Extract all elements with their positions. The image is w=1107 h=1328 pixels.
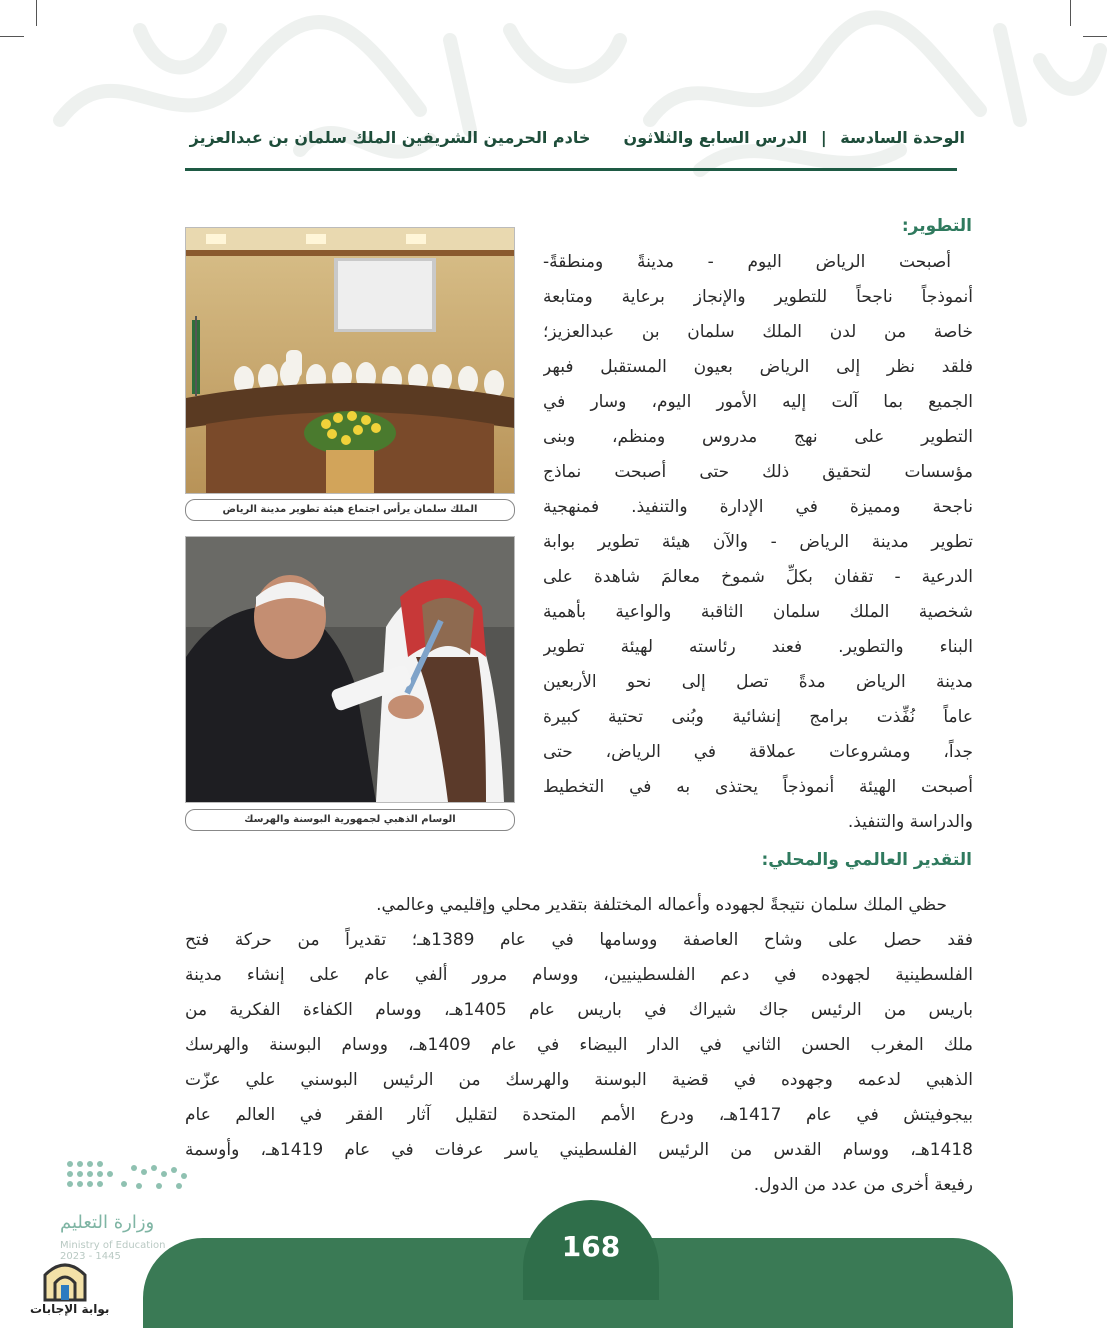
crop-mark <box>1070 0 1071 26</box>
paragraph-line: تطوير مدينة الرياض - والآن هيئة تطوير بوابة <box>543 532 973 552</box>
paragraph-line: أصبحت الهيئة أنموذجاً يحتذى به في التخطيط <box>543 777 973 797</box>
section-heading-recognition: التقدير العالمي والمحلي: <box>761 850 972 870</box>
recognition-paragraph <box>185 888 973 1203</box>
paragraph-line: خاصة من لدن الملك سلمان بن عبدالعزيز؛ <box>543 322 973 342</box>
unit-label: الوحدة السادسة <box>840 128 965 147</box>
paragraph-line: أصبحت الرياض اليوم - مدينةً ومنطقةً- <box>543 252 951 272</box>
paragraph-line: الدرعية - تقفان بكلِّ شموخ معالمَ شاهدة على <box>543 567 973 587</box>
ministry-sub-en: Ministry of Education <box>60 1240 166 1251</box>
ministry-logo-icon <box>64 1158 194 1194</box>
paragraph-line: والدراسة والتنفيذ. <box>847 812 973 832</box>
paragraph-line: الجميع بما آلت إليه الأمور اليوم، وسار في <box>543 392 973 412</box>
ministry-name: وزارة التعليم <box>60 1212 155 1233</box>
page-header <box>185 128 965 164</box>
paragraph-line: حظي الملك سلمان نتيجةً لجهوده وأعماله المختلفة بتقدير محلي وإقليمي وعالمي. <box>376 895 947 915</box>
figure-caption: الوسام الذهبي لجمهورية البوسنة والهرسك <box>185 809 515 831</box>
paragraph-line: ملك المغرب الحسن الثاني في الدار البيضاء في عام 1409هـ، ووسام البوسنة والهرسك <box>185 1035 973 1055</box>
crop-mark <box>36 0 37 26</box>
paragraph-line: باريس من الرئيس جاك شيراك في باريس عام 1405هـ، ووسام الكفاءة الفكرية من <box>185 1000 973 1020</box>
watermark-label: بوابة الإجابات <box>30 1302 110 1316</box>
paragraph-line: مدينة الرياض مدةً تصل إلى نحو الأربعين <box>543 672 973 692</box>
development-paragraph <box>543 245 973 840</box>
crop-mark <box>1083 36 1107 37</box>
paragraph-line: 1418هـ، ووسام القدس من الرئيس الفلسطيني ياسر عرفات في عام 1419هـ، وأوسمة <box>185 1140 973 1160</box>
paragraph-line: جداً، ومشروعات عملاقة في الرياض، حتى <box>543 742 973 762</box>
paragraph-line: البناء والتطوير. فعند رئاسته لهيئة تطوير <box>543 637 973 657</box>
crop-mark <box>0 36 24 37</box>
paragraph-line: بيجوفيتش في عام 1417هـ، ودرع الأمم المتحدة لتقليل آثار الفقر في العالم عام <box>185 1105 973 1125</box>
header-divider <box>185 168 957 171</box>
ministry-year: 2023 - 1445 <box>60 1251 121 1262</box>
paragraph-line: ناجحة ومميزة في الإدارة والتنفيذ. فمنهجية <box>543 497 973 517</box>
section-heading-development: التطوير: <box>901 216 972 236</box>
paragraph-line: التطوير على نهج مدروس ومنظم، وبنى <box>543 427 973 447</box>
meeting-photo <box>185 227 515 494</box>
paragraph-line: أنموذجاً ناجحاً للتطوير والإنجاز برعاية ومتابعة <box>543 287 973 307</box>
page-number: 168 <box>561 1230 621 1263</box>
paragraph-line: الذهبي لدعمه وجهوده في قضية البوسنة والهرسك من الرئيس البوسني علي عزّت <box>185 1070 973 1090</box>
lesson-title: خادم الحرمين الشريفين الملك سلمان بن عبدالعزيز <box>189 128 591 147</box>
paragraph-line: رفيعة أخرى من عدد من الدول. <box>753 1175 973 1195</box>
paragraph-line: مؤسسات لتحقيق ذلك حتى أصبحت نماذج <box>543 462 973 482</box>
paragraph-line: فقد حصل على وشاح العاصفة ووسامها في عام 1389هـ؛ تقديراً من حركة فتح <box>185 930 973 950</box>
medal-photo <box>185 536 515 803</box>
paragraph-line: الفلسطينية لجهوده في دعم الفلسطينيين، ووسام مرور ألفي عام على إنشاء مدينة <box>185 965 973 985</box>
paragraph-line: فلقد نظر إلى الرياض بعيون المستقبل فبهر <box>543 357 973 377</box>
paragraph-line: عاماً نُفِّذت برامج إنشائية وبُنى تحتية كبيرة <box>543 707 973 727</box>
paragraph-line: شخصية الملك سلمان الثاقبة والواعية بأهمية <box>543 602 973 622</box>
figure-caption: الملك سلمان يرأس اجتماع هيئة تطوير مدينة الرياض <box>185 499 515 521</box>
header-separator: | <box>820 128 827 147</box>
lesson-label: الدرس السابع والثلاثون <box>623 128 808 147</box>
